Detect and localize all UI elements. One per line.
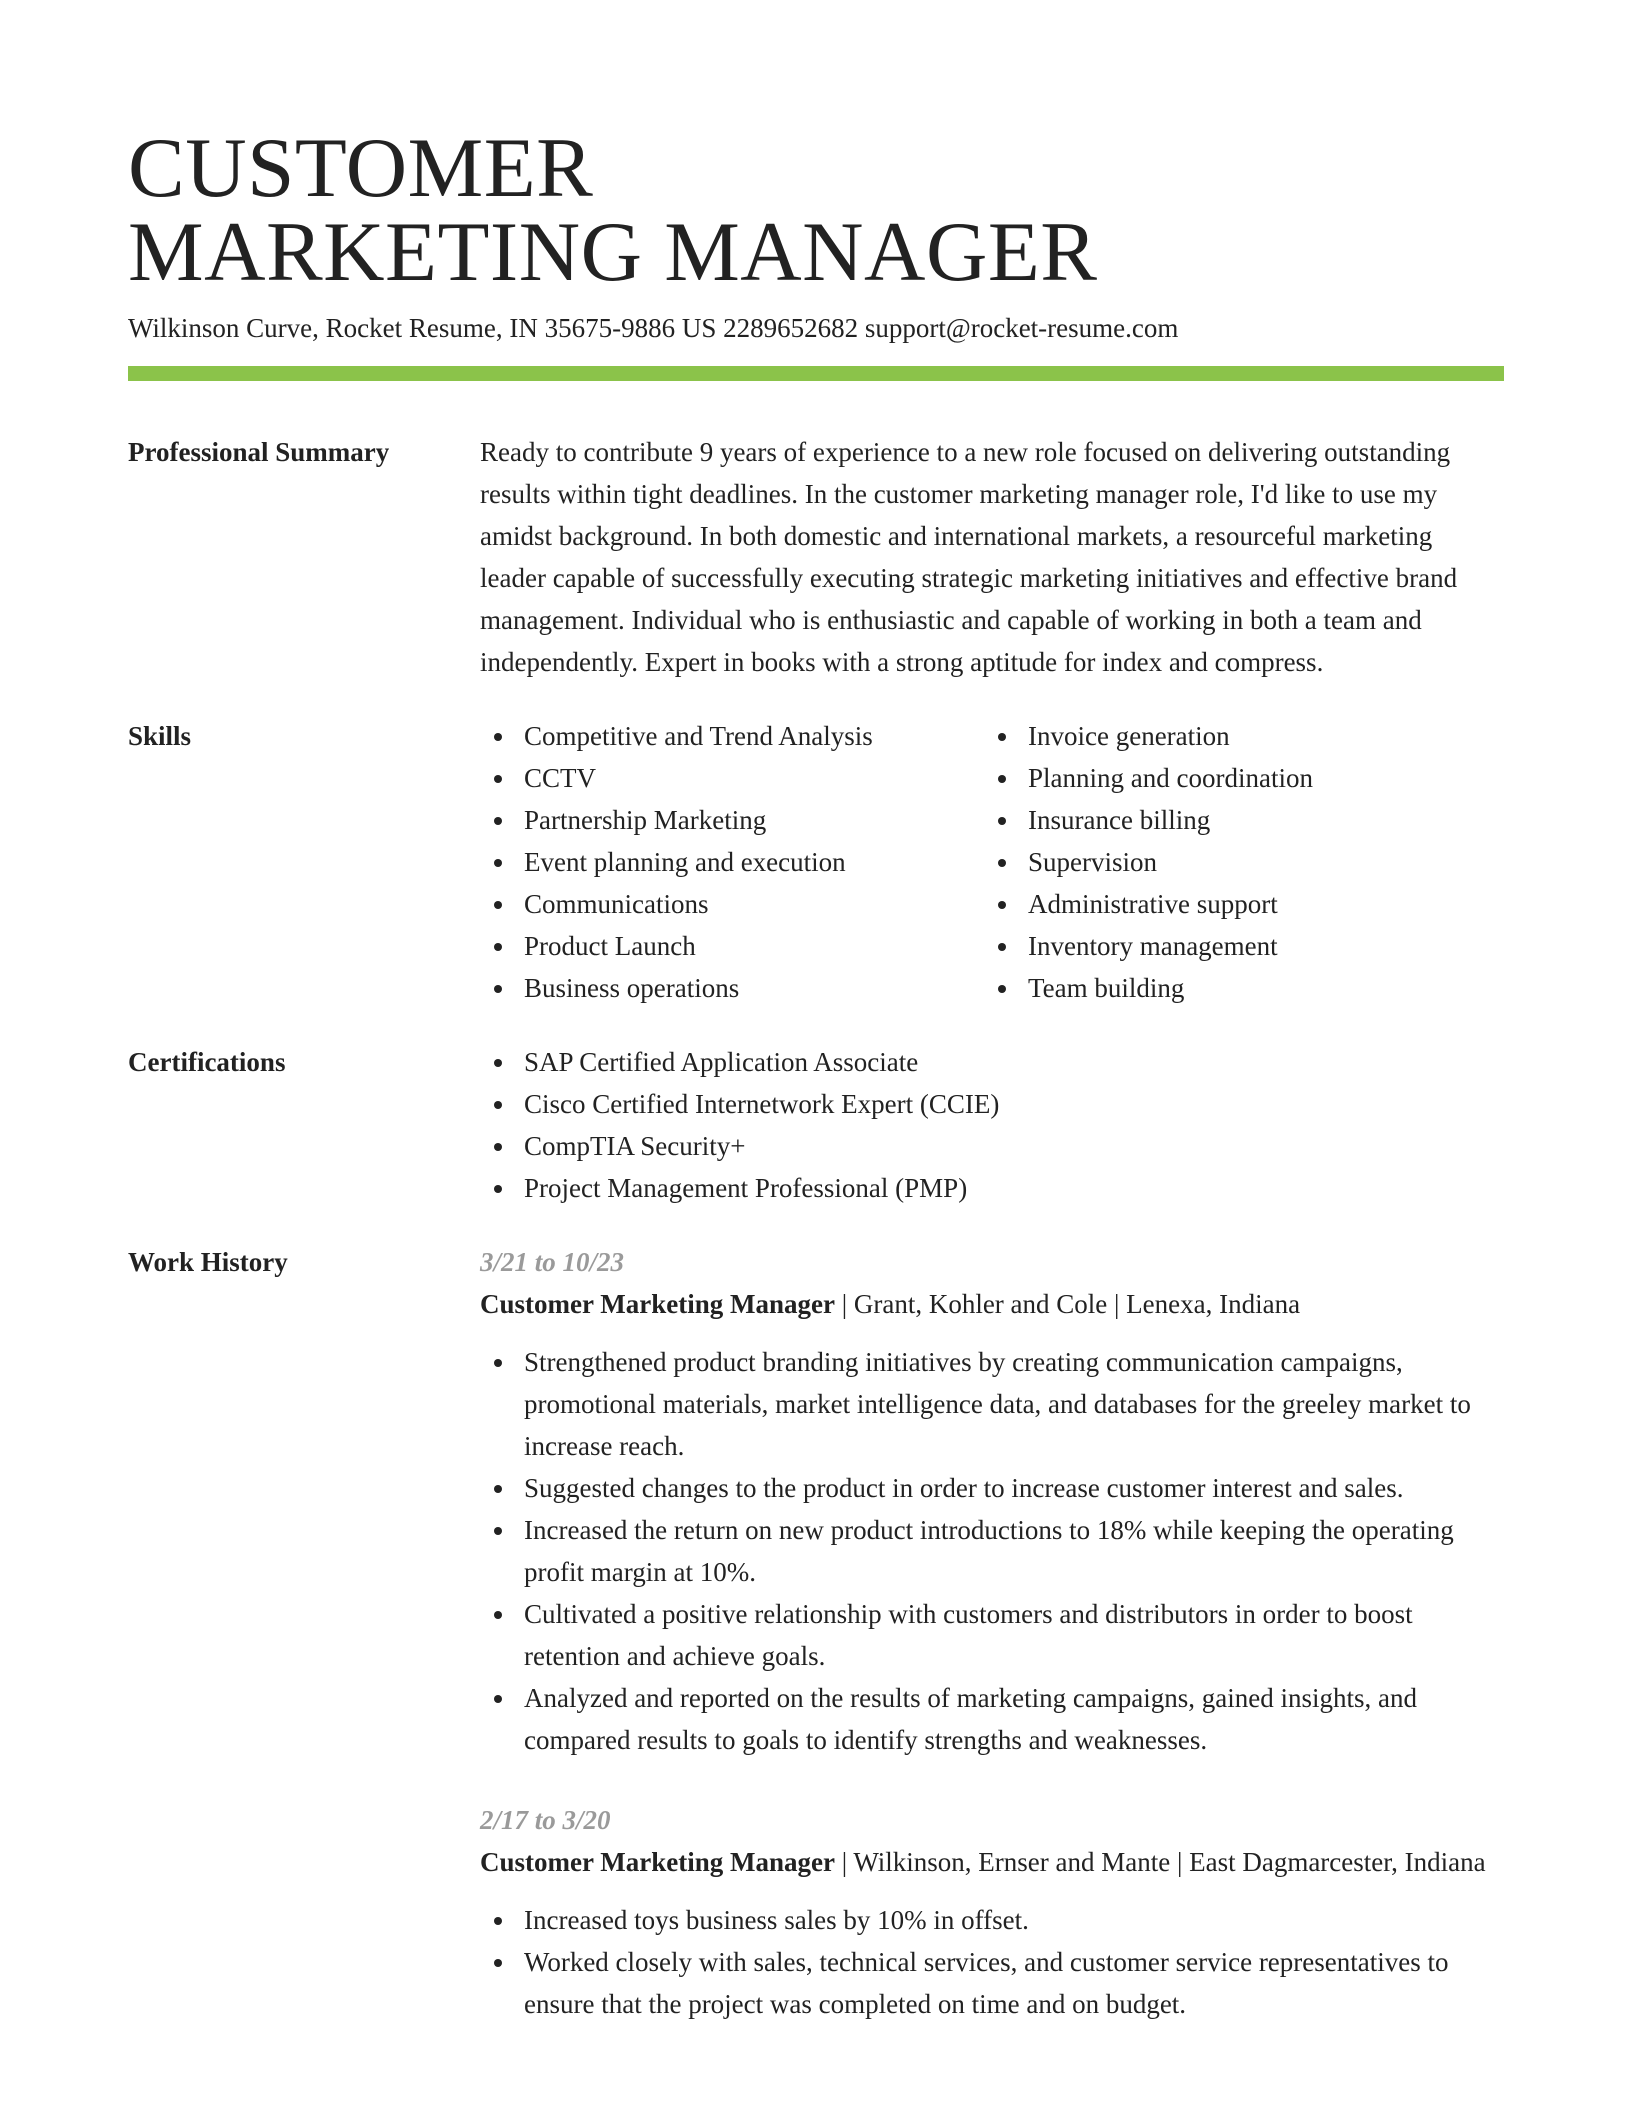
job-bullets [480,1899,1504,2025]
work-history-section [128,1241,1504,2025]
job-bullet: Suggested changes to the product in order to increase customer interest and sales. [480,1467,1504,1509]
job-bullet: Increased the return on new product introductions to 18% while keeping the operating profit margin at 10%. [480,1509,1504,1593]
job-bullet: Analyzed and reported on the results of marketing campaigns, gained insights, and compared results to goals to identify strengths and weaknesses. [480,1677,1504,1761]
skill-item: Event planning and execution [480,841,984,883]
skill-item: Communications [480,883,984,925]
section-label-skills: Skills [128,721,192,751]
summary-text: Ready to contribute 9 years of experience to a new role focused on delivering outstanding results within tight deadlines. In the customer marketing manager role, I'd like to use my amidst background. In both domestic and international markets, a resourceful marketing leader capable of successfully executing strategic marketing initiatives and effective brand management. Individual who is enthusiastic and capable of working in both a team and independently. Expert in books with a strong aptitude for index and compress. [480,437,1458,677]
certifications-list [480,1041,1504,1209]
skills-list-left [480,715,984,1009]
job-heading [480,1841,1504,1883]
skills-columns [480,715,1504,1009]
job-title: Customer Marketing Manager [480,1289,835,1319]
skill-item: Inventory management [984,925,1488,967]
title-line-1: CUSTOMER [128,121,594,215]
job-dates: 3/21 to 10/23 [480,1247,625,1277]
job-company: | Wilkinson, Ernser and Mante | East Dagmarcester, Indiana [834,1847,1486,1877]
skill-item: CCTV [480,757,984,799]
certifications-body [480,1041,1504,1209]
skills-section [128,715,1504,1009]
work-history-body [480,1241,1504,2025]
job-entry [480,1241,1504,1761]
skill-item: Business operations [480,967,984,1009]
job-heading [480,1283,1504,1325]
job-bullet: Strengthened product branding initiatives by creating communication campaigns, promotional materials, market intelligence data, and databases for the greeley market to increase reach. [480,1341,1504,1467]
skill-item: Administrative support [984,883,1488,925]
professional-summary-section [128,431,1504,683]
certification-item: SAP Certified Application Associate [480,1041,1504,1083]
title-line-2: MARKETING MANAGER [128,205,1098,299]
skill-item: Supervision [984,841,1488,883]
section-label-work-history: Work History [128,1247,288,1277]
job-entry [480,1799,1504,2025]
skill-item: Planning and coordination [984,757,1488,799]
skills-list-right [984,715,1488,1009]
job-bullets [480,1341,1504,1761]
accent-divider [128,366,1504,381]
skill-item: Team building [984,967,1488,1009]
section-label-certifications: Certifications [128,1047,286,1077]
resume-title [128,121,1504,299]
certification-item: Cisco Certified Internetwork Expert (CCIE) [480,1083,1504,1125]
job-bullet: Worked closely with sales, technical services, and customer service representatives to ensure that the project was completed on time and on budget. [480,1941,1504,2025]
section-label-summary: Professional Summary [128,437,390,467]
job-bullet: Increased toys business sales by 10% in offset. [480,1899,1504,1941]
contact-info: Wilkinson Curve, Rocket Resume, IN 35675-9886 US 2289652682 support@rocket-resume.com [128,313,1179,343]
skill-item: Partnership Marketing [480,799,984,841]
resume-page [128,121,1504,2025]
job-dates: 2/17 to 3/20 [480,1805,611,1835]
job-company: | Grant, Kohler and Cole | Lenexa, Indiana [834,1289,1301,1319]
certifications-section [128,1041,1504,1209]
skill-item: Product Launch [480,925,984,967]
certification-item: Project Management Professional (PMP) [480,1167,1504,1209]
job-title: Customer Marketing Manager [480,1847,835,1877]
skill-item: Invoice generation [984,715,1488,757]
certification-item: CompTIA Security+ [480,1125,1504,1167]
skill-item: Competitive and Trend Analysis [480,715,984,757]
job-bullet: Cultivated a positive relationship with customers and distributors in order to boost retention and achieve goals. [480,1593,1504,1677]
skill-item: Insurance billing [984,799,1488,841]
